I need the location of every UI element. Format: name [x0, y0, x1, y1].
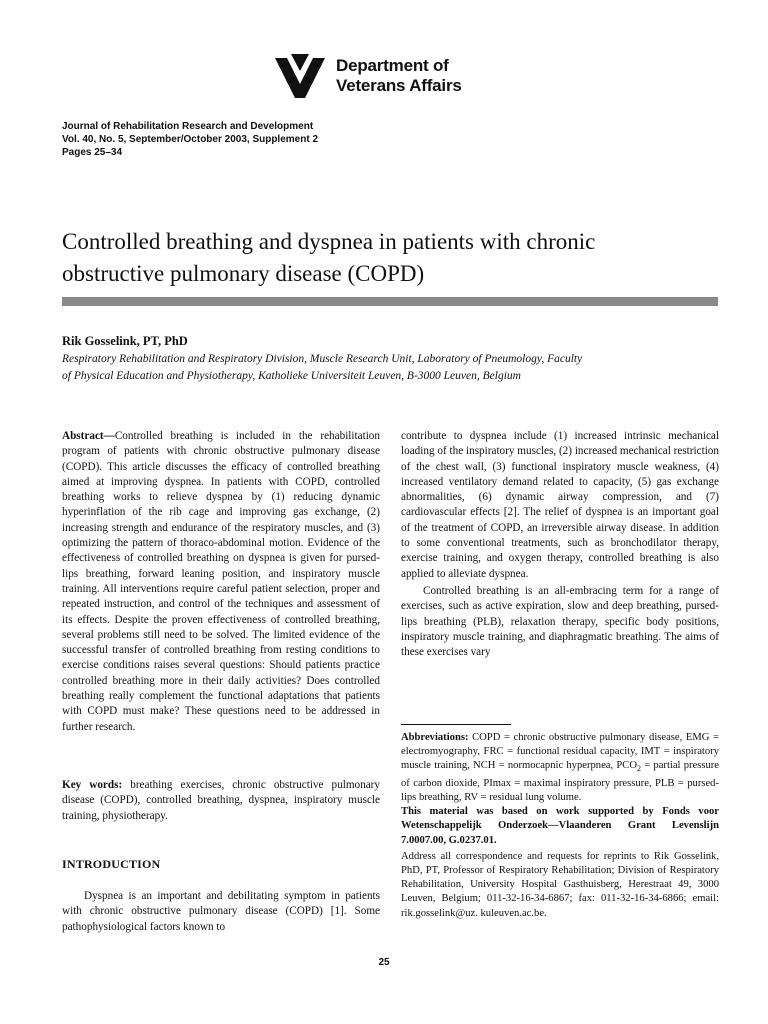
abbreviations-label: Abbreviations:: [401, 732, 469, 743]
abbreviations-text-part1: COPD = chronic obstructive pulmonary disease, EMG = electromyography, FRC = functional residual capacity, IMT = inspiratory muscle training, NCH = normocapnic hyperpnea, PCO: [401, 732, 719, 772]
abbreviations-note: [401, 731, 719, 805]
journal-volume: Vol. 40, No. 5, September/October 2003, Supplement 2: [62, 134, 319, 145]
dept-name-line2: Veterans Affairs: [336, 76, 462, 95]
title-line2: obstructive pulmonary disease (COPD): [62, 261, 425, 286]
title-line1: Controlled breathing and dyspnea in patients with chronic: [62, 229, 596, 254]
body-paragraph-2: Controlled breathing is an all-embracing term for a range of exercises, such as active expiration, slow and deep breathing, pursed-lips breathing (PLB), relaxation therapy, specific body positions, inspiratory muscle training, and diaphragmatic breathing. The aims of these exercises vary: [401, 584, 719, 659]
affiliation-line1: Respiratory Rehabilitation and Respiratory Division, Muscle Research Unit, Laboratory of Pneumology, Faculty: [62, 353, 583, 365]
abbreviations-text-part2: = partial pressure of carbon dioxide, PImax = maximal inspiratory pressure, PLB = pursed-lips breathing, RV = residual lung volume.: [401, 760, 719, 803]
journal-citation: [62, 120, 318, 159]
correspondence-note: Address all correspondence and requests for reprints to Rik Gosselink, PhD, PT, Professor of Respiratory Rehabilitation; Division of Respiratory Rehabilitation, University Hospital Gasthuisberg, Herestraat 49, 3000 Leuven, Belgium; 011-32-16-34-6867; fax: 011-32-16-34-6866; email: rik.gosselink@uz. kuleuven.ac.be.: [401, 850, 719, 919]
abstract-paragraph: [62, 429, 380, 735]
keywords-label: Key words:: [62, 779, 123, 791]
abbreviations-subscript: 2: [636, 764, 641, 774]
author-name: Rik Gosselink, PT, PhD: [62, 334, 188, 348]
va-seal-icon: [275, 54, 325, 100]
footnote-divider: [401, 724, 511, 725]
journal-name: Journal of Rehabilitation Research and Development: [62, 121, 314, 132]
keywords-block: [62, 778, 380, 824]
affiliation-line2: of Physical Education and Physiotherapy, Katholieke Universiteit Leuven, B-3000 Leuven, Belgium: [62, 370, 521, 382]
abstract-label: Abstract—: [62, 430, 115, 442]
right-column-body: [401, 429, 719, 660]
introduction-paragraph: Dyspnea is an important and debilitating symptom in patients with chronic obstructive pulmonary disease (COPD) [1]. Some pathophysiological factors known to: [62, 890, 380, 933]
journal-pages: Pages 25–34: [62, 147, 123, 158]
author-affiliation: [62, 351, 722, 385]
abstract-text: Controlled breathing is included in the rehabilitation program of patients with chronic obstructive pulmonary disease (COPD). This article discusses the efficacy of controlled breathing aimed at improving dyspnea. In patients with COPD, controlled breathing works to relieve dyspnea by (1) reducing dynamic hyperinflation of the rib cage and improving gas exchange, (2) increasing strength and endurance of the respiratory muscles, and (3) optimizing the pattern of thoraco-abdominal motion. Evidence of the effectiveness of controlled breathing on dyspnea is given for pursed-lips breathing, forward leaning position, and inspiratory muscle training. All interventions require careful patient selection, proper and repeated instruction, and control of the techniques and assessment of its effects. Despite the proven effectiveness of controlled breathing, several problems still need to be solved. The limited evidence of the successful transfer of controlled breathing from resting conditions to exercise conditions raises several questions: Should patients practice controlled breathing more in their daily activities? Does controlled breathing really complement the functional adaptations that patients with COPD must make? These questions need to be addressed in further research.: [62, 430, 380, 733]
va-logo: [275, 54, 505, 100]
funding-note: This material was based on work supported by Fonds voor Wetenschappelijk Onderzoek—Vlaanderen Grant Levenslijn 7.0007.00, G.0237.01.: [401, 806, 719, 846]
article-title: [62, 226, 722, 290]
body-paragraph-1: contribute to dyspnea include (1) increased intrinsic mechanical loading of the inspiratory muscles, (2) increased mechanical restriction of the chest wall, (3) functional inspiratory muscle weakness, (4) increased ventilatory demand related to capacity, (5) gas exchange abnormalities, (6) dynamic airway compression, and (7) cardiovascular effects [2]. The relief of dyspnea is an important goal of the treatment of COPD, an irreversible airway disease. In addition to some conventional treatments, such as bronchodilator therapy, exercise training, and oxygen therapy, controlled breathing is also applied to alleviate dyspnea.: [401, 430, 719, 580]
abstract-block: [62, 429, 380, 735]
title-divider: [62, 297, 718, 306]
footnotes-block: [401, 731, 719, 921]
introduction-heading: INTRODUCTION: [62, 857, 161, 871]
keywords-text: breathing exercises, chronic obstructive pulmonary disease (COPD), controlled breathing, dyspnea, inspiratory muscle training, physiotherapy.: [62, 779, 381, 822]
page-number: 25: [378, 957, 390, 968]
dept-name-line1: Department of: [336, 56, 449, 75]
